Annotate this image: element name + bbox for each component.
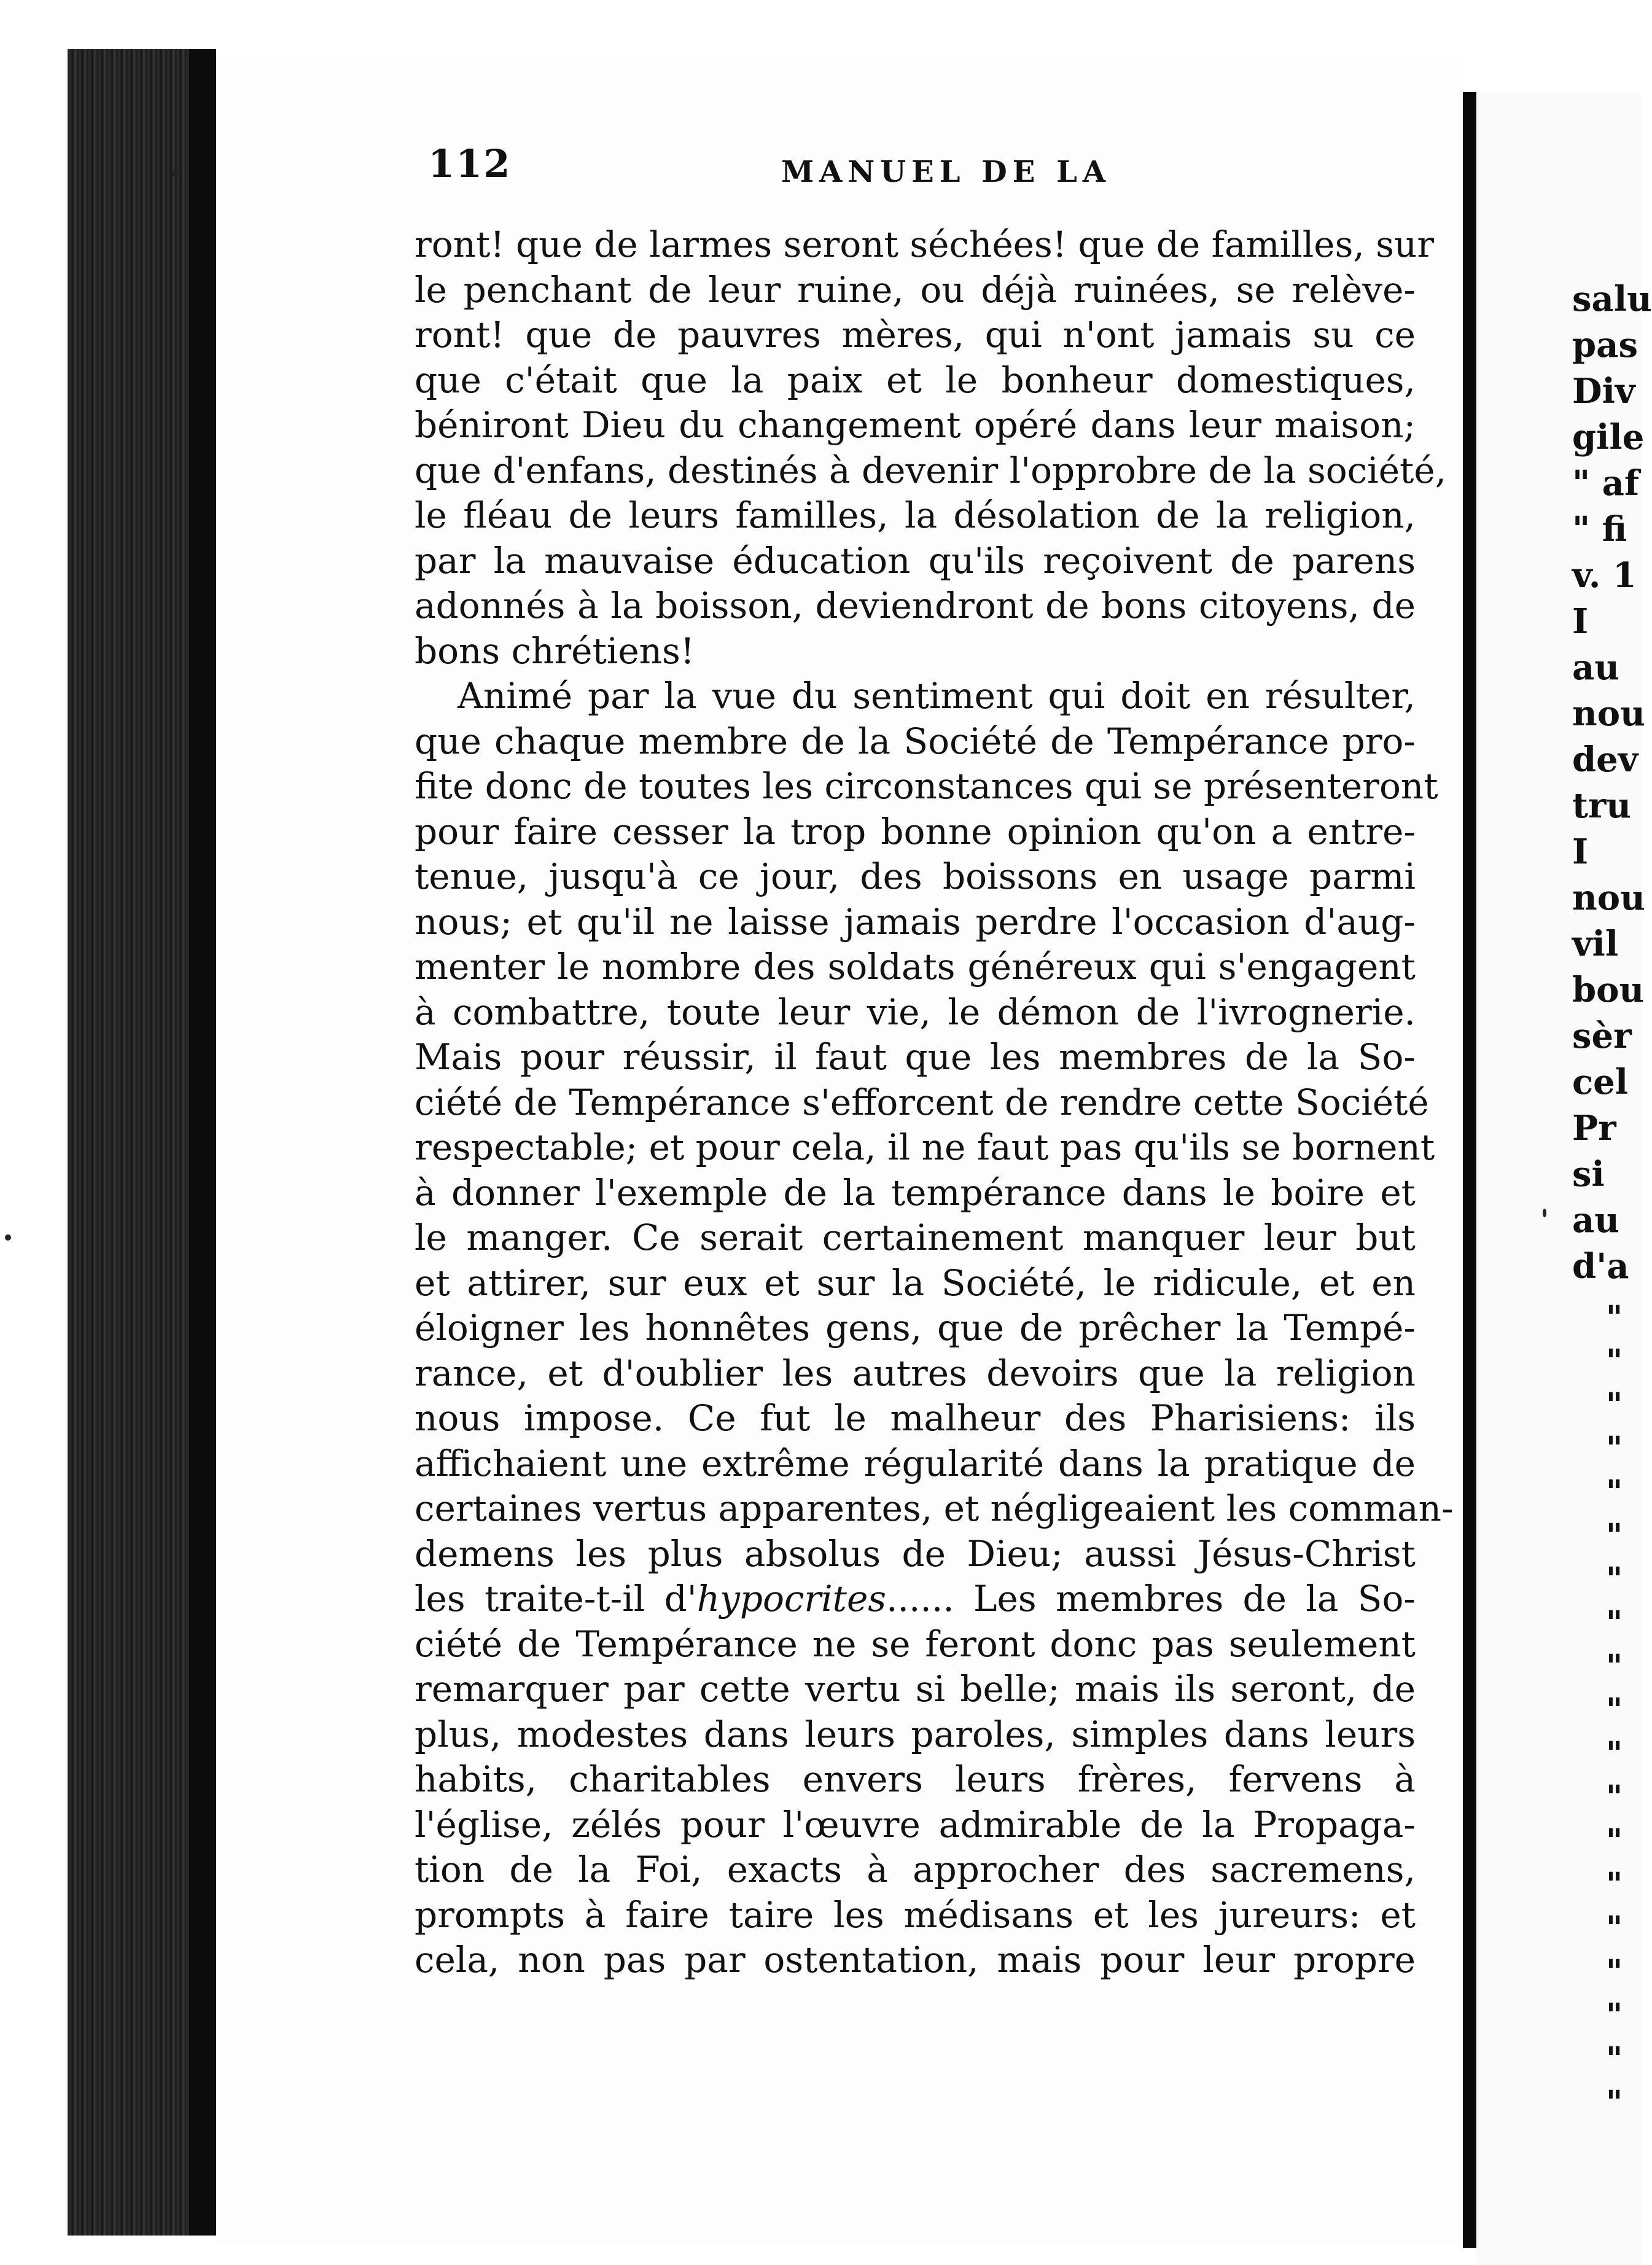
fragment-line: bou: [1572, 970, 1645, 1010]
quote-mark: ": [1606, 1691, 1623, 1729]
text-line: le fléau de leurs familles, la désolation de la religion,: [415, 494, 1416, 536]
quote-mark: ": [1606, 1604, 1623, 1642]
page-number: 112: [428, 141, 512, 186]
body-text: [415, 222, 1454, 1983]
fragment-line: " fi: [1572, 509, 1627, 550]
fragment-line: salu: [1572, 279, 1652, 319]
quote-mark: ": [1606, 2040, 1623, 2078]
quote-mark: ": [1606, 1909, 1623, 1947]
text-line: ciété de Tempérance ne se feront donc pas seulement: [415, 1623, 1416, 1665]
quote-mark: ": [1606, 1735, 1623, 1772]
quote-mark: ": [1606, 1779, 1623, 1816]
fragment-line: pas: [1572, 325, 1638, 365]
text-fragment: ...... Les membres de la So-: [886, 1578, 1416, 1620]
text-line: le manger. Ce serait certainement manquer leur but: [415, 1217, 1416, 1258]
text-line: menter le nombre des soldats généreux qui s'engagent: [415, 946, 1416, 988]
text-line: pour faire cesser la trop bonne opinion qu'on a entre-: [415, 810, 1416, 852]
italic-word: hypocrites: [696, 1578, 887, 1620]
quote-mark: ": [1606, 1473, 1623, 1511]
text-line: [415, 1577, 1416, 1622]
quote-mark: ": [1606, 1953, 1623, 1990]
text-line: ront! que de pauvres mères, qui n'ont jamais su ce: [415, 314, 1416, 356]
quote-mark: ": [1606, 1866, 1623, 1903]
book-edge-shadow: [189, 49, 216, 2236]
text-line: tion de la Foi, exacts à approcher des sacremens,: [415, 1849, 1416, 1890]
right-page-quote-marks: [1606, 1296, 1623, 2124]
text-line: que c'était que la paix et le bonheur domestiques,: [415, 359, 1416, 401]
text-line: prompts à faire taire les médisans et les jureurs: et: [415, 1893, 1416, 1936]
quote-mark: ": [1606, 1343, 1623, 1380]
text-line: et attirer, sur eux et sur la Société, le ridicule, et en: [415, 1261, 1416, 1304]
fragment-line: vil: [1572, 924, 1619, 964]
text-line: habits, charitables envers leurs frères, fervens à: [415, 1758, 1416, 1800]
fragment-line: nou: [1572, 878, 1645, 918]
text-line: certaines vertus apparentes, et négligeaient les comman-: [415, 1487, 1454, 1529]
quote-mark: ": [1606, 1386, 1623, 1424]
running-title: MANUEL DE LA: [781, 155, 1112, 189]
quote-mark: ": [1606, 1517, 1623, 1554]
text-line: ront! que de larmes seront séchées! que de familles, sur: [415, 224, 1435, 265]
text-line: tenue, jusqu'à ce jour, des boissons en usage parmi: [415, 856, 1416, 897]
text-line: fite donc de toutes les circonstances qui se présenteront: [415, 765, 1438, 807]
text-line: à donner l'exemple de la tempérance dans le boire et: [415, 1171, 1416, 1214]
scan-speck: [1543, 1209, 1546, 1217]
text-line: demens les plus absolus de Dieu; aussi Jésus-Christ: [415, 1532, 1416, 1575]
fragment-line: gile: [1572, 417, 1645, 458]
quote-mark: ": [1606, 1299, 1623, 1336]
text-line: béniront Dieu du changement opéré dans leur maison;: [415, 404, 1416, 446]
fragment-line: I: [1572, 832, 1589, 872]
fragment-line: I: [1572, 601, 1589, 642]
text-line: Mais pour réussir, il faut que les membres de la So-: [415, 1036, 1416, 1078]
text-line: le penchant de leur ruine, ou déjà ruinées, se relève-: [415, 268, 1416, 311]
right-page-text: [1572, 276, 1652, 1290]
quote-mark: ": [1606, 1648, 1623, 1685]
fragment-line: au: [1572, 1200, 1619, 1241]
text-line: rance, et d'oublier les autres devoirs que la religion: [415, 1352, 1416, 1394]
text-line: nous impose. Ce fut le malheur des Pharisiens: ils: [415, 1397, 1416, 1439]
quote-mark: ": [1606, 2084, 1623, 2121]
scan-speck: [5, 1234, 11, 1241]
text-line: adonnés à la boisson, deviendront de bons citoyens, de: [415, 585, 1416, 626]
text-line: que d'enfans, destinés à devenir l'opprobre de la société,: [415, 449, 1447, 491]
text-line: à combattre, toute leur vie, le démon de l'ivrognerie.: [415, 991, 1416, 1033]
text-line: respectable; et pour cela, il ne faut pas qu'ils se bornent: [415, 1126, 1435, 1168]
fragment-line: nou: [1572, 693, 1645, 734]
text-line: par la mauvaise éducation qu'ils reçoivent de parens: [415, 539, 1416, 582]
text-line: ciété de Tempérance s'efforcent de rendre cette Société: [415, 1081, 1429, 1123]
fragment-line: d'a: [1572, 1246, 1629, 1287]
text-line: remarquer par cette vertu si belle; mais ils seront, de: [415, 1668, 1416, 1710]
text-line: plus, modestes dans leurs paroles, simples dans leurs: [415, 1713, 1416, 1755]
fragment-line: au: [1572, 647, 1619, 688]
fragment-line: dev: [1572, 739, 1638, 780]
paragraph-first-line: Animé par la vue du sentiment qui doit en résulter,: [458, 675, 1416, 717]
fragment-line: Div: [1572, 371, 1635, 411]
text-line: l'église, zélés pour l'œuvre admirable de la Propaga-: [415, 1803, 1416, 1846]
fragment-line: tru: [1572, 786, 1632, 826]
text-line: bons chrétiens!: [415, 630, 695, 672]
text-line: affichaient une extrême régularité dans la pratique de: [415, 1442, 1416, 1484]
fragment-line: cel: [1572, 1062, 1628, 1102]
text-line: cela, non pas par ostentation, mais pour leur propre: [415, 1939, 1416, 1981]
fragment-line: si: [1572, 1154, 1605, 1195]
fragment-line: v. 1: [1572, 555, 1637, 596]
fragment-line: Pr: [1572, 1108, 1616, 1148]
scan-speck: [172, 171, 178, 177]
text-line: que chaque membre de la Société de Tempérance pro-: [415, 720, 1416, 762]
fragment-line: sèr: [1572, 1016, 1632, 1056]
page-gutter: [1463, 92, 1476, 2248]
text-line: éloigner les honnêtes gens, que de prêcher la Tempé-: [415, 1307, 1416, 1349]
quote-mark: ": [1606, 1430, 1623, 1467]
text-line: nous; et qu'il ne laisse jamais perdre l'occasion d'aug-: [415, 900, 1416, 943]
fragment-line: " af: [1572, 463, 1640, 504]
quote-mark: ": [1606, 1822, 1623, 1860]
text-fragment: les traite-t-il d': [415, 1578, 697, 1620]
quote-mark: ": [1606, 1997, 1623, 2034]
quote-mark: ": [1606, 1561, 1623, 1598]
page-header: [216, 141, 1420, 197]
